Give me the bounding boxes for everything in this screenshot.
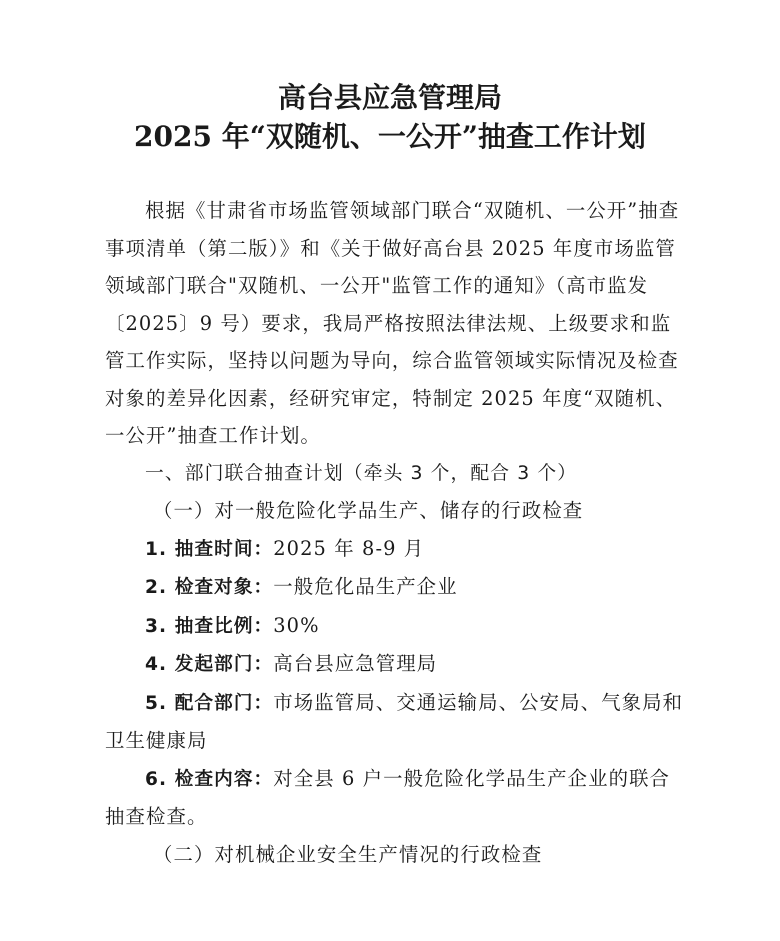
- item-label: 3. 抽查比例：: [145, 615, 274, 637]
- list-item-target: [105, 568, 685, 607]
- subsection-heading-2: （二）对机械企业安全生产情况的行政检查: [153, 842, 543, 866]
- intro-paragraph: 根据《甘肃省市场监管领域部门联合“双随机、一公开”抽查事项清单（第二版）》和《关于做好高台县 2025 年度市场监管领域部门联合"双随机、一公开"监管工作的通知》（高市监发〔2025〕9 号）要求，我局严格按照法律法规、上级要求和监管工作实际，坚持以问题为导向，综合监管领域实际情况及检查对象的差异化因素，经研究审定，特制定 2025 年度“双随机、一公开”抽查工作计划。: [105, 199, 680, 447]
- document-body: [105, 192, 685, 873]
- document-title-line2: 2025 年“双随机、一公开”抽查工作计划: [134, 120, 646, 153]
- section-heading-1: 一、部门联合抽查计划（牵头 3 个，配合 3 个）: [145, 462, 578, 484]
- item-label: 5. 配合部门：: [145, 692, 274, 714]
- item-value: 对全县 6 户一般危险化学品生产企业的联合抽查检查。: [105, 766, 671, 828]
- item-label: 6. 检查内容：: [145, 768, 274, 790]
- list-item-initiator: [105, 645, 685, 684]
- item-label: 4. 发起部门：: [145, 654, 274, 675]
- item-label: 2. 检查对象：: [145, 577, 274, 598]
- subsection-heading-1: （一）对一般危险化学品生产、储存的行政检查: [153, 499, 584, 522]
- item-value: 市场监管局、交通运输局、公安局、气象局和卫生健康局: [105, 690, 684, 752]
- list-item-content: [105, 760, 685, 836]
- list-item-time: [105, 530, 685, 569]
- item-value: 30%: [273, 613, 320, 637]
- item-value: 一般危化品生产企业: [273, 575, 458, 598]
- item-value: 高台县应急管理局: [273, 652, 438, 675]
- list-item-ratio: [105, 607, 685, 646]
- item-label: 1. 抽查时间：: [145, 538, 274, 560]
- list-item-cooperators: [105, 684, 685, 760]
- document-title-line1: 高台县应急管理局: [277, 81, 502, 114]
- item-value: 2025 年 8-9 月: [273, 536, 425, 560]
